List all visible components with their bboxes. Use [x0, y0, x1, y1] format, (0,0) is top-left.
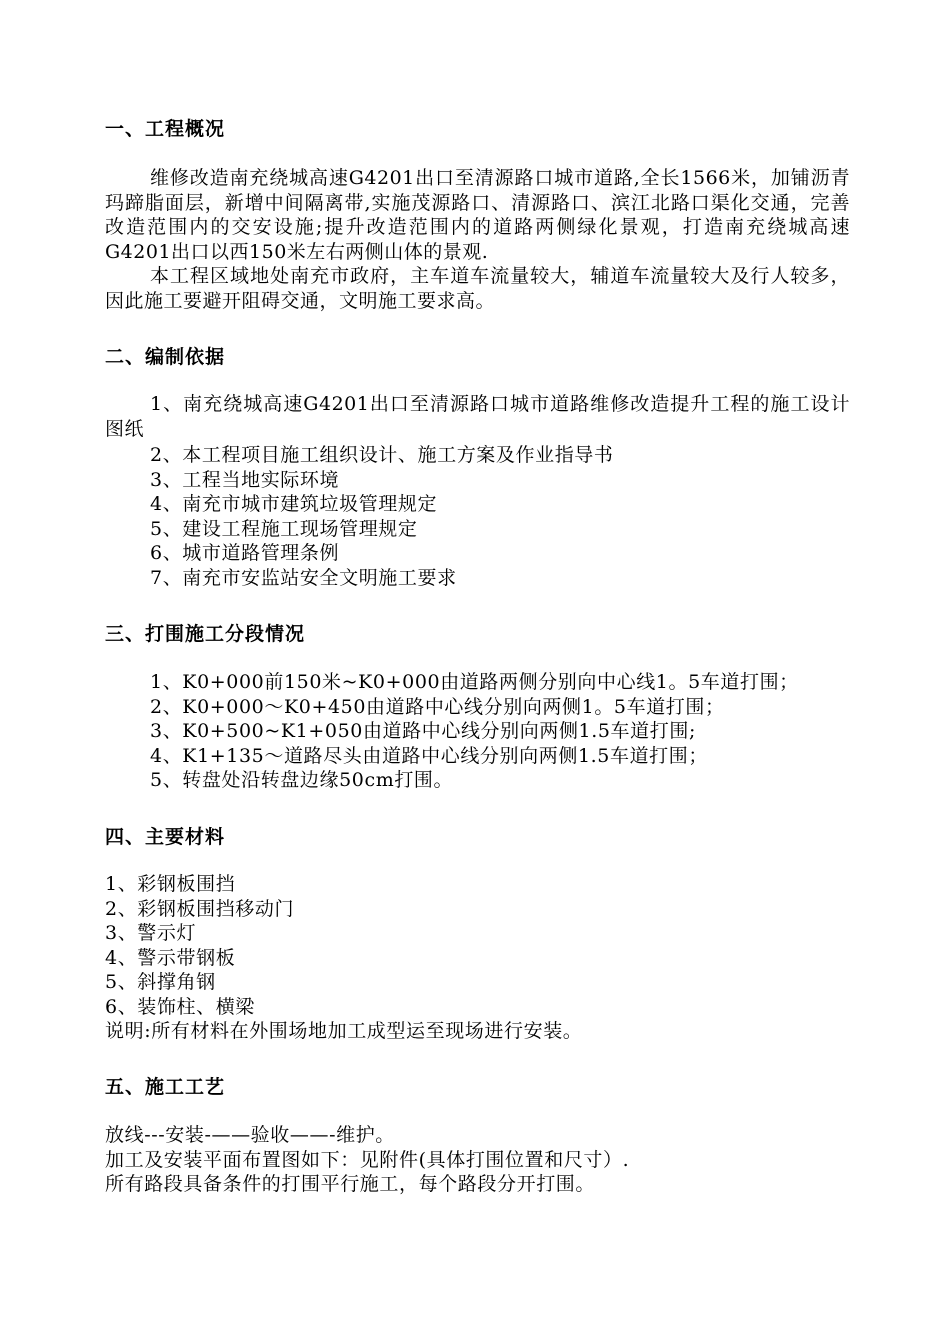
- section-heading-segments: 三、打围施工分段情况: [105, 623, 306, 645]
- section-heading-basis: 二、编制依据: [105, 346, 226, 368]
- overview-paragraph-2: 本工程区域地处南充市政府，主车道车流量较大，辅道车流量较大及行人较多，因此施工要避开阻碍交通，文明施工要求高。: [105, 265, 850, 312]
- process-line: 所有路段具备条件的打围平行施工，每个路段分开打围。: [105, 1173, 596, 1195]
- basis-item: 7、南充市安监站安全文明施工要求: [150, 567, 457, 589]
- overview-paragraph-1: 维修改造南充绕城高速G4201出口至清源路口城市道路,全长1566米，加铺沥青玛蹄脂面层，新增中间隔离带,实施茂源路口、清源路口、滨江北路口渠化交通，完善改造范围内的交安设施;提升改造范围内的道路两侧绿化景观，打造南充绕城高速G4201出口以西150米左右两侧山体的景观.: [105, 167, 850, 263]
- segment-item: 2、K0+000～K0+450由道路中心线分别向两侧1。5车道打围；: [150, 696, 725, 718]
- segment-item: 5、转盘处沿转盘边缘50cm打围。: [150, 769, 454, 791]
- material-item: 3、警示灯: [105, 922, 197, 944]
- segment-item: 1、K0+000前150米~K0+000由道路两侧分别向中心线1。5车道打围；: [150, 671, 799, 693]
- process-line: 加工及安装平面布置图如下：见附件(具体打围位置和尺寸）.: [105, 1149, 630, 1171]
- segment-item: 3、K0+500~K1+050由道路中心线分别向两侧1.5车道打围;: [150, 720, 696, 742]
- basis-item: 6、城市道路管理条例: [150, 542, 340, 564]
- material-item: 5、斜撑角钢: [105, 971, 216, 993]
- basis-item: 2、本工程项目施工组织设计、施工方案及作业指导书: [150, 444, 614, 466]
- material-item: 6、装饰柱、横梁: [105, 996, 255, 1018]
- process-line: 放线---安装-——验收——-维护。: [105, 1124, 395, 1146]
- material-item: 2、彩钢板围挡移动门: [105, 898, 295, 920]
- section-heading-overview: 一、工程概况: [105, 118, 226, 140]
- basis-item: 1、南充绕城高速G4201出口至清源路口城市道路维修改造提升工程的施工设计图纸: [105, 393, 850, 440]
- segment-item: 4、K1+135～道路尽头由道路中心线分别向两侧1.5车道打围；: [150, 745, 708, 767]
- section-heading-materials: 四、主要材料: [105, 826, 226, 848]
- basis-item: 3、工程当地实际环境: [150, 469, 340, 491]
- materials-note: 说明:所有材料在外围场地加工成型运至现场进行安装。: [105, 1020, 583, 1042]
- basis-item: 5、建设工程施工现场管理规定: [150, 518, 418, 540]
- basis-item: 4、南充市城市建筑垃圾管理规定: [150, 493, 438, 515]
- section-heading-process: 五、施工工艺: [105, 1076, 226, 1098]
- material-item: 1、彩钢板围挡: [105, 873, 236, 895]
- material-item: 4、警示带钢板: [105, 947, 236, 969]
